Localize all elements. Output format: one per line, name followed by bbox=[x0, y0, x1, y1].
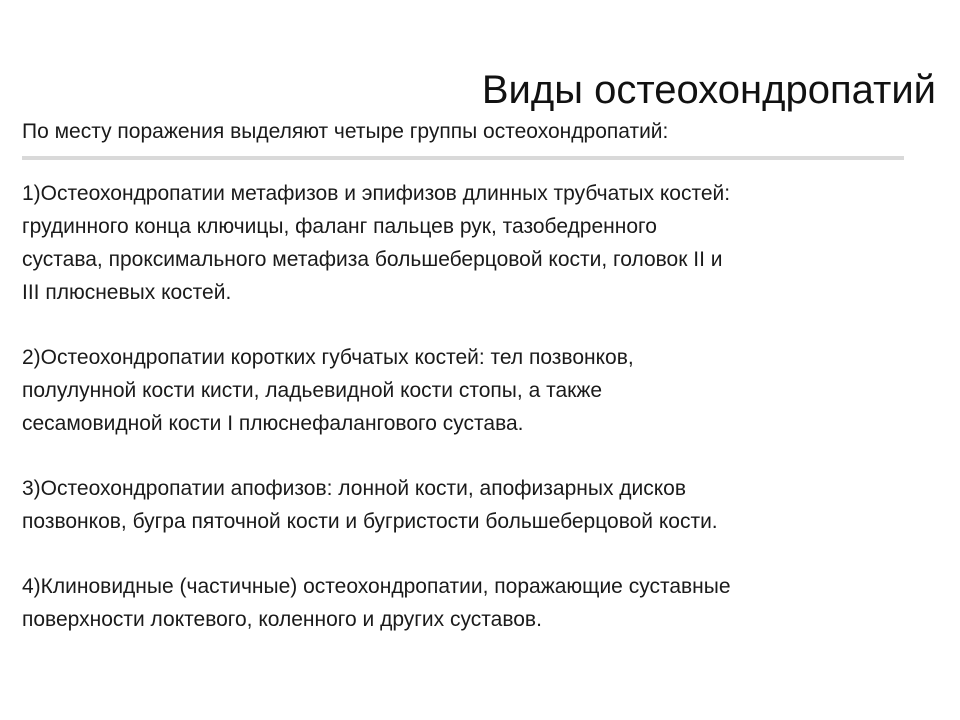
slide-title: Виды остеохондропатий bbox=[481, 68, 936, 112]
intro-text: По месту поражения выделяют четыре группы остеохондропатий: bbox=[22, 120, 669, 143]
group-2-line-3: сесамовидной кости I плюснефалангового сустава. bbox=[22, 412, 524, 435]
group-1-line-1: 1)Остеохондропатии метафизов и эпифизов длинных трубчатых костей: bbox=[22, 182, 731, 205]
group-4 bbox=[22, 570, 932, 636]
group-2-line-2: полулунной кости кисти, ладьевидной кости стопы, а также bbox=[22, 379, 603, 402]
title-divider bbox=[22, 156, 904, 160]
groups-list bbox=[22, 177, 932, 668]
group-4-line-2: поверхности локтевого, коленного и других суставов. bbox=[22, 608, 542, 631]
group-1 bbox=[22, 177, 932, 309]
group-1-line-3: сустава, проксимального метафиза большеберцовой кости, головок II и bbox=[22, 248, 723, 271]
group-3-line-1: 3)Остеохондропатии апофизов: лонной кости, апофизарных дисков bbox=[22, 477, 687, 500]
group-2 bbox=[22, 341, 932, 440]
group-3-line-2: позвонков, бугра пяточной кости и бугристости большеберцовой кости. bbox=[22, 510, 718, 533]
group-2-line-1: 2)Остеохондропатии коротких губчатых костей: тел позвонков, bbox=[22, 346, 634, 369]
group-1-line-4: III плюсневых костей. bbox=[22, 281, 232, 304]
group-3 bbox=[22, 472, 932, 538]
group-1-line-2: грудинного конца ключицы, фаланг пальцев рук, тазобедренного bbox=[22, 215, 657, 238]
group-4-line-1: 4)Клиновидные (частичные) остеохондропатии, поражающие суставные bbox=[22, 575, 731, 598]
